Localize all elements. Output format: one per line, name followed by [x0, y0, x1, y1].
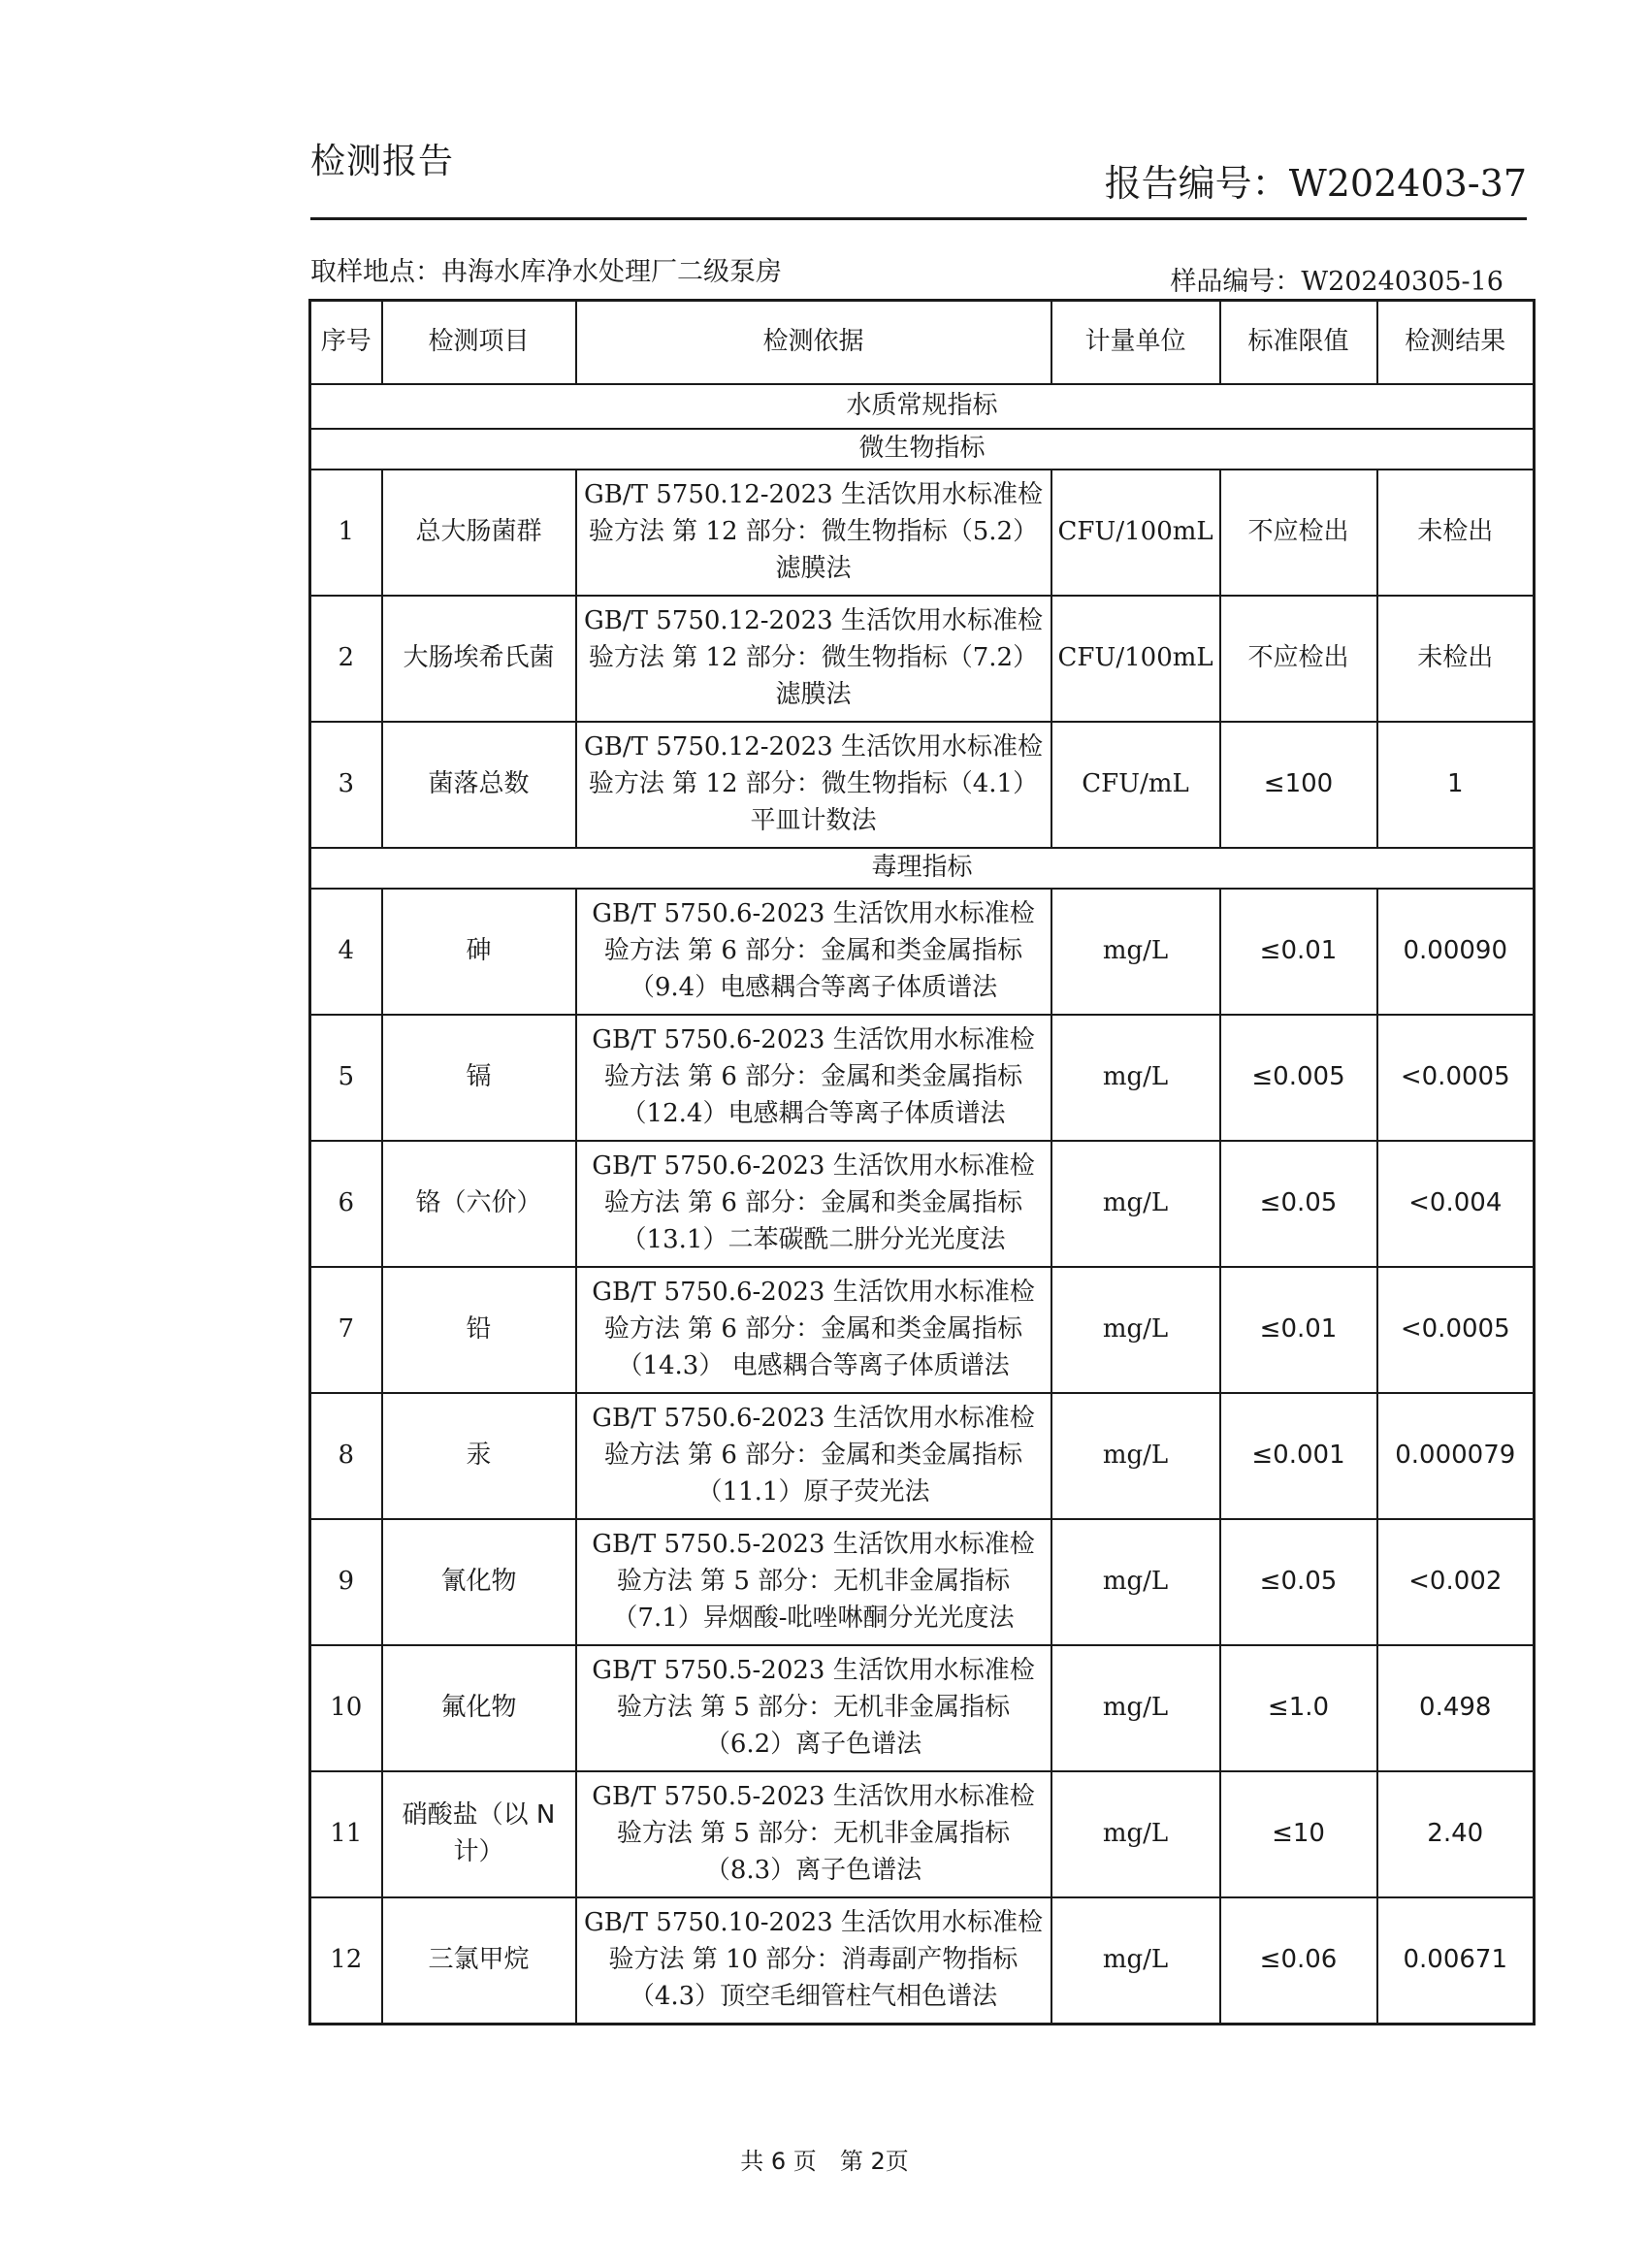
- document-title: 检测报告: [310, 142, 455, 181]
- cell-item: 硝酸盐（以 N 计）: [382, 1771, 576, 1897]
- cell-result: 0.498: [1377, 1645, 1535, 1771]
- footer-page-number: 第 2页: [839, 2148, 909, 2175]
- section-row: [310, 384, 1535, 429]
- cell-basis: GB/T 5750.6-2023 生活饮用水标准检验方法 第 6 部分：金属和类金属指标（11.1）原子荧光法: [576, 1393, 1051, 1519]
- cell-item: 大肠埃希氏菌: [382, 596, 576, 722]
- sample-location-value: 冉海水库净水处理厂二级泵房: [441, 257, 782, 287]
- report-number-label: 报告编号：: [1104, 162, 1289, 205]
- cell-item: 砷: [382, 889, 576, 1015]
- header-unit: 计量单位: [1051, 301, 1220, 385]
- cell-result: <0.0005: [1377, 1015, 1535, 1141]
- cell-limit: ≤0.01: [1220, 1267, 1377, 1393]
- table-row: [310, 1897, 1535, 2025]
- cell-no: 3: [310, 722, 382, 848]
- cell-basis: GB/T 5750.10-2023 生活饮用水标准检验方法 第 10 部分：消毒副产物指标（4.3）顶空毛细管柱气相色谱法: [576, 1897, 1051, 2025]
- cell-result: 未检出: [1377, 470, 1535, 596]
- cell-basis: GB/T 5750.6-2023 生活饮用水标准检验方法 第 6 部分：金属和类金属指标（9.4）电感耦合等离子体质谱法: [576, 889, 1051, 1015]
- cell-no: 7: [310, 1267, 382, 1393]
- sample-number-value: W20240305-16: [1301, 267, 1504, 297]
- table-header-row: [310, 301, 1535, 385]
- sample-location: [310, 250, 782, 288]
- cell-basis: GB/T 5750.5-2023 生活饮用水标准检验方法 第 5 部分：无机非金属指标（8.3）离子色谱法: [576, 1771, 1051, 1897]
- table-row: [310, 1141, 1535, 1267]
- cell-result: 未检出: [1377, 596, 1535, 722]
- cell-result: 0.00671: [1377, 1897, 1535, 2025]
- cell-no: 8: [310, 1393, 382, 1519]
- cell-limit: ≤0.001: [1220, 1393, 1377, 1519]
- cell-item: 氟化物: [382, 1645, 576, 1771]
- cell-limit: ≤0.05: [1220, 1519, 1377, 1645]
- header-limit: 标准限值: [1220, 301, 1377, 385]
- page-footer: [0, 2142, 1649, 2176]
- cell-result: 0.000079: [1377, 1393, 1535, 1519]
- table-row: [310, 722, 1535, 848]
- report-number: [1105, 153, 1527, 207]
- cell-item: 汞: [382, 1393, 576, 1519]
- cell-basis: GB/T 5750.12-2023 生活饮用水标准检验方法 第 12 部分：微生物指标（7.2）滤膜法: [576, 596, 1051, 722]
- table-row: [310, 1393, 1535, 1519]
- cell-basis: GB/T 5750.5-2023 生活饮用水标准检验方法 第 5 部分：无机非金属指标（7.1）异烟酸-吡唑啉酮分光光度法: [576, 1519, 1051, 1645]
- sample-number: [1170, 260, 1504, 298]
- cell-no: 5: [310, 1015, 382, 1141]
- cell-limit: ≤0.06: [1220, 1897, 1377, 2025]
- cell-result: 2.40: [1377, 1771, 1535, 1897]
- cell-no: 4: [310, 889, 382, 1015]
- cell-unit: mg/L: [1051, 1897, 1220, 2025]
- cell-item: 镉: [382, 1015, 576, 1141]
- cell-unit: mg/L: [1051, 889, 1220, 1015]
- header-basis: 检测依据: [576, 301, 1051, 385]
- cell-unit: mg/L: [1051, 1267, 1220, 1393]
- cell-unit: CFU/100mL: [1051, 470, 1220, 596]
- cell-no: 6: [310, 1141, 382, 1267]
- cell-limit: ≤0.01: [1220, 889, 1377, 1015]
- cell-limit: ≤10: [1220, 1771, 1377, 1897]
- cell-no: 9: [310, 1519, 382, 1645]
- cell-no: 2: [310, 596, 382, 722]
- cell-result: <0.0005: [1377, 1267, 1535, 1393]
- cell-item: 总大肠菌群: [382, 470, 576, 596]
- cell-unit: mg/L: [1051, 1771, 1220, 1897]
- cell-result: <0.004: [1377, 1141, 1535, 1267]
- table-row: [310, 1267, 1535, 1393]
- cell-limit: 不应检出: [1220, 470, 1377, 596]
- cell-unit: CFU/mL: [1051, 722, 1220, 848]
- table-row: [310, 1645, 1535, 1771]
- sample-number-label: 样品编号：: [1170, 267, 1302, 297]
- cell-result: 0.00090: [1377, 889, 1535, 1015]
- category-row-micro: [310, 429, 1535, 470]
- category-toxic: 毒理指标: [310, 848, 1535, 889]
- cell-basis: GB/T 5750.12-2023 生活饮用水标准检验方法 第 12 部分：微生物指标（4.1）平皿计数法: [576, 722, 1051, 848]
- section-title: 水质常规指标: [310, 384, 1535, 429]
- cell-limit: 不应检出: [1220, 596, 1377, 722]
- table-row: [310, 1771, 1535, 1897]
- cell-basis: GB/T 5750.12-2023 生活饮用水标准检验方法 第 12 部分：微生物指标（5.2）滤膜法: [576, 470, 1051, 596]
- header-rule: [310, 217, 1527, 220]
- table-row: [310, 470, 1535, 596]
- cell-unit: mg/L: [1051, 1519, 1220, 1645]
- report-number-value: W202403-37: [1288, 162, 1527, 205]
- cell-unit: mg/L: [1051, 1015, 1220, 1141]
- cell-unit: mg/L: [1051, 1393, 1220, 1519]
- table-row: [310, 596, 1535, 722]
- cell-no: 10: [310, 1645, 382, 1771]
- cell-item: 菌落总数: [382, 722, 576, 848]
- cell-basis: GB/T 5750.6-2023 生活饮用水标准检验方法 第 6 部分：金属和类金属指标（14.3） 电感耦合等离子体质谱法: [576, 1267, 1051, 1393]
- cell-unit: mg/L: [1051, 1645, 1220, 1771]
- cell-basis: GB/T 5750.6-2023 生活饮用水标准检验方法 第 6 部分：金属和类金属指标（13.1）二苯碳酰二肼分光光度法: [576, 1141, 1051, 1267]
- cell-no: 1: [310, 470, 382, 596]
- header-no: 序号: [310, 301, 382, 385]
- cell-item: 三氯甲烷: [382, 1897, 576, 2025]
- cell-item: 铬（六价）: [382, 1141, 576, 1267]
- cell-limit: ≤100: [1220, 722, 1377, 848]
- cell-limit: ≤0.05: [1220, 1141, 1377, 1267]
- cell-unit: mg/L: [1051, 1141, 1220, 1267]
- results-table: [308, 299, 1536, 2025]
- category-row-toxic: [310, 848, 1535, 889]
- sample-location-label: 取样地点：: [310, 257, 441, 287]
- cell-item: 铅: [382, 1267, 576, 1393]
- header-result: 检测结果: [1377, 301, 1535, 385]
- cell-result: <0.002: [1377, 1519, 1535, 1645]
- table-row: [310, 1519, 1535, 1645]
- cell-unit: CFU/100mL: [1051, 596, 1220, 722]
- cell-result: 1: [1377, 722, 1535, 848]
- table-row: [310, 1015, 1535, 1141]
- cell-no: 12: [310, 1897, 382, 2025]
- table-row: [310, 889, 1535, 1015]
- cell-item: 氰化物: [382, 1519, 576, 1645]
- footer-total-pages: 共 6 页: [740, 2148, 817, 2175]
- cell-basis: GB/T 5750.5-2023 生活饮用水标准检验方法 第 5 部分：无机非金属指标（6.2）离子色谱法: [576, 1645, 1051, 1771]
- header-item: 检测项目: [382, 301, 576, 385]
- cell-limit: ≤1.0: [1220, 1645, 1377, 1771]
- cell-basis: GB/T 5750.6-2023 生活饮用水标准检验方法 第 6 部分：金属和类金属指标（12.4）电感耦合等离子体质谱法: [576, 1015, 1051, 1141]
- cell-limit: ≤0.005: [1220, 1015, 1377, 1141]
- cell-no: 11: [310, 1771, 382, 1897]
- category-micro: 微生物指标: [310, 429, 1535, 470]
